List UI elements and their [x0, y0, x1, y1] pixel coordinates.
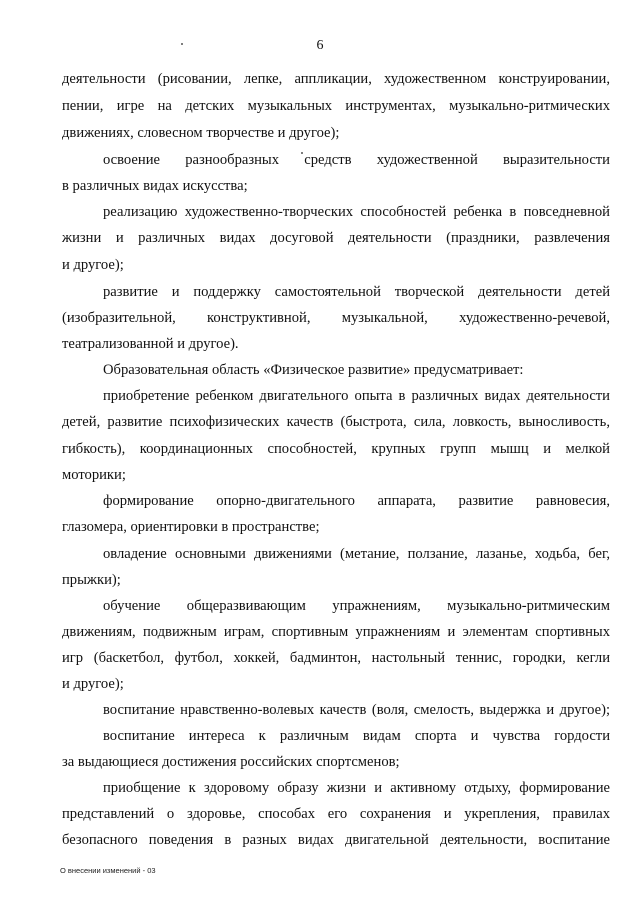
- text-line: (изобразительной, конструктивной, музыкальной, художественно-речевой,: [62, 310, 610, 326]
- text-line: реализацию художественно-творческих способностей ребенка в повседневной: [103, 204, 610, 220]
- footer-note: О внесении изменений - 03: [60, 866, 156, 875]
- text-line: пении, игре на детских музыкальных инструментах, музыкально-ритмических: [62, 98, 610, 114]
- text-line: Образовательная область «Физическое развитие» предусматривает:: [103, 362, 524, 378]
- text-line: движениях, словесном творчестве и другое);: [62, 125, 340, 141]
- text-line: театрализованной и другое).: [62, 336, 239, 352]
- text-line: за выдающиеся достижения российских спортсменов;: [62, 754, 400, 770]
- text-line: игр (баскетбол, футбол, хоккей, бадминтон, настольный теннис, городки, кегли: [62, 650, 610, 666]
- text-line: и другое);: [62, 257, 124, 273]
- text-line: развитие и поддержку самостоятельной творческой деятельности детей: [103, 284, 610, 300]
- text-line: детей, развитие психофизических качеств (быстрота, сила, ловкость, выносливость,: [62, 414, 610, 430]
- text-line: воспитание интереса к различным видам спорта и чувства гордости: [103, 728, 610, 744]
- text-line: воспитание нравственно-волевых качеств (воля, смелость, выдержка и другое);: [103, 702, 610, 718]
- text-line: моторики;: [62, 467, 126, 483]
- text-line: жизни и различных видах досуговой деятельности (праздники, развлечения: [62, 230, 610, 246]
- text-line: представлений о здоровье, способах его сохранения и укрепления, правилах: [62, 806, 610, 822]
- scan-dot: [181, 43, 183, 45]
- text-line: формирование опорно-двигательного аппарата, развитие равновесия,: [103, 493, 610, 509]
- text-line: освоение разнообразных средств художественной выразительности: [103, 152, 610, 168]
- text-line: приобретение ребенком двигательного опыта в различных видах деятельности: [103, 388, 610, 404]
- text-line: гибкость), координационных способностей, крупных групп мышц и мелкой: [62, 441, 610, 457]
- page-number: 6: [316, 38, 324, 53]
- text-line: и другое);: [62, 676, 124, 692]
- text-line: деятельности (рисовании, лепке, аппликации, художественном конструировании,: [62, 71, 610, 87]
- text-line: движениям, подвижным играм, спортивным упражнениям и элементам спортивных: [62, 624, 610, 640]
- text-line: глазомера, ориентировки в пространстве;: [62, 519, 320, 535]
- text-line: в различных видах искусства;: [62, 178, 248, 194]
- text-line: овладение основными движениями (метание, ползание, лазанье, ходьба, бег,: [103, 546, 610, 562]
- text-line: обучение общеразвивающим упражнениям, музыкально-ритмическим: [103, 598, 610, 614]
- text-line: приобщение к здоровому образу жизни и активному отдыху, формирование: [103, 780, 610, 796]
- text-line: прыжки);: [62, 572, 121, 588]
- text-line: безопасного поведения в разных видах двигательной деятельности, воспитание: [62, 832, 610, 848]
